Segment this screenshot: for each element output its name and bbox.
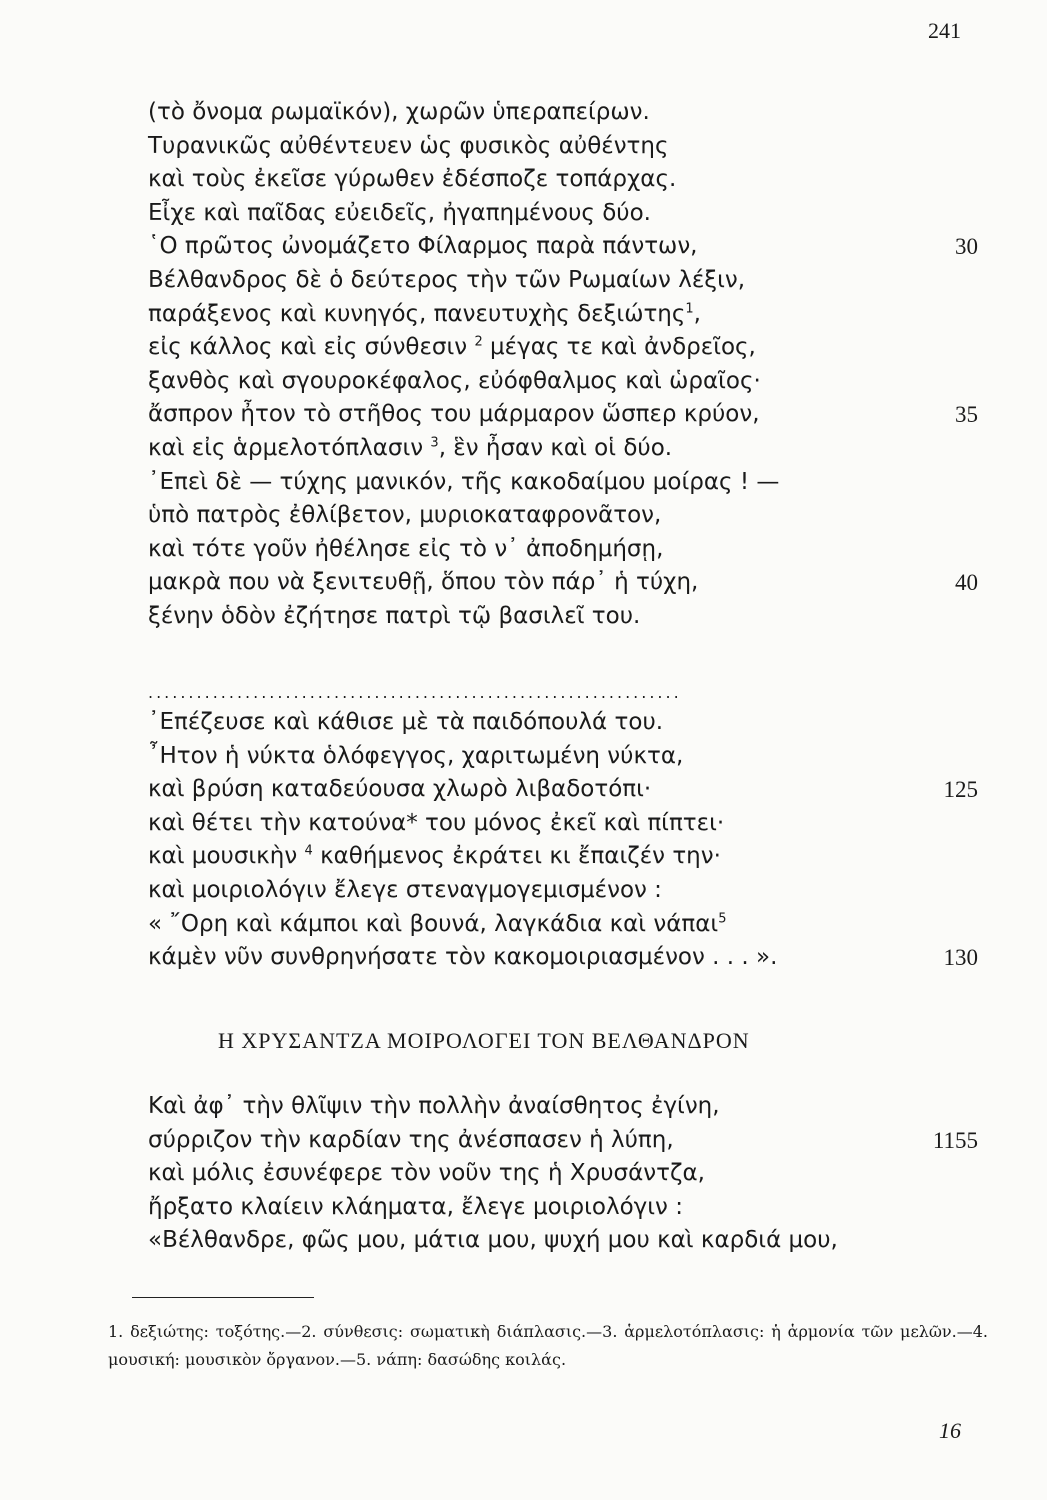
verse-text: ῏Ητον ἡ νύκτα ὁλόφεγγος, χαριτωμένη νύκτα, bbox=[148, 742, 684, 769]
poem-part-1 bbox=[148, 96, 978, 634]
verse-text-cont: , bbox=[693, 300, 701, 327]
verse-line bbox=[148, 298, 978, 332]
verse-text: «Βέλθανδρε, φῶς μου, μάτια μου, ψυχή μου καὶ καρδιά μου, bbox=[148, 1227, 838, 1254]
verse-text: καὶ μουσικὴν bbox=[148, 843, 305, 870]
verse-text: ξανθὸς καὶ σγουροκέφαλος, εὐόφθαλμος καὶ ὡραῖος· bbox=[148, 367, 761, 394]
verse-text: ὑπὸ πατρὸς ἐθλίβετον, μυριοκαταφρονᾶτον, bbox=[148, 502, 662, 529]
poem-part-3 bbox=[148, 1090, 978, 1258]
verse-text: (τὸ ὄνομα ρωμαϊκόν), χωρῶν ὑπεραπείρων. bbox=[148, 99, 650, 125]
verse-line bbox=[148, 874, 978, 908]
line-number: 30 bbox=[955, 234, 978, 260]
verse-line bbox=[148, 773, 978, 807]
verse-text: εἰς κάλλος καὶ εἰς σύνθεσιν bbox=[148, 334, 475, 361]
ellipsis-row bbox=[148, 676, 978, 710]
line-number: 130 bbox=[943, 945, 978, 971]
verse-line bbox=[148, 533, 978, 567]
verse-line bbox=[148, 466, 978, 500]
verse-text: καὶ θέτει τὴν κατούνα* του μόνος ἐκεῖ καὶ πίπτει· bbox=[148, 809, 725, 836]
verse-text: καὶ μόλις ἐσυνέφερε τὸν νοῦν της ἡ Χρυσάντζα, bbox=[148, 1160, 705, 1187]
verse-text: καὶ τοὺς ἐκεῖσε γύρωθεν ἐδέσποζε τοπάρχας. bbox=[148, 166, 677, 193]
verse-text: ξένην ὁδὸν ἐζήτησε πατρὶ τῷ βασιλεῖ του. bbox=[148, 602, 641, 629]
verse-text: Βέλθανδρος δὲ ὁ δεύτερος τὴν τῶν Ρωμαίων λέξιν, bbox=[148, 266, 746, 293]
verse-line bbox=[148, 840, 978, 874]
verse-line bbox=[148, 1124, 978, 1158]
verse-text: καὶ τότε γοῦν ἠθέλησε εἰς τὸ ν᾿ ἀποδημήσῃ, bbox=[148, 535, 664, 562]
verse-line bbox=[148, 807, 978, 841]
line-number: 35 bbox=[955, 402, 978, 428]
verse-line bbox=[148, 163, 978, 197]
verse-text: καὶ εἰς ἁρμελοτόπλασιν bbox=[148, 434, 431, 461]
verse-text-cont: μέγας τε καὶ ἀνδρεῖος, bbox=[482, 334, 756, 361]
verse-line bbox=[148, 398, 978, 432]
verse-text: Εἶχε καὶ παῖδας εὐειδεῖς, ἠγαπημένους δύο. bbox=[148, 199, 651, 226]
verse-text: ῾Ο πρῶτος ὠνομάζετο Φίλαρμος παρὰ πάντων, bbox=[148, 233, 698, 260]
verse-text: παράξενος καὶ κυνηγός, πανευτυχὴς δεξιώτης bbox=[148, 300, 686, 327]
verse-line bbox=[148, 96, 978, 130]
verse-line bbox=[148, 197, 978, 231]
verse-text: καὶ μοιριολόγιν ἔλεγε στεναγμογεμισμένον : bbox=[148, 876, 662, 903]
verse-text-cont: , ἓν ἦσαν καὶ οἱ δύο. bbox=[438, 434, 673, 461]
verse-text: ᾿Επέζευσε καὶ κάθισε μὲ τὰ παιδόπουλά του. bbox=[148, 709, 664, 735]
verse-line bbox=[148, 432, 978, 466]
verse-text: ᾿Επεὶ δὲ — τύχης μανικόν, τῆς κακοδαίμου μοίρας ! — bbox=[148, 468, 780, 495]
verse-text-cont: καθήμενος ἐκράτει κι ἔπαιζέν την· bbox=[312, 843, 721, 870]
verse-line bbox=[148, 499, 978, 533]
footnote-ref: 4 bbox=[304, 843, 313, 859]
footnotes: 1. δεξιώτης: τοξότης.—2. σύνθεσις: σωματικὴ διάπλασις.—3. ἁρμελοτόπλασις: ἡ ἁρμονία τῶν μελῶν.—4. μουσική: μουσικὸν ὄργανον.—5. νάπη: δασώδης κοιλάς. bbox=[108, 1322, 988, 1369]
verse-line bbox=[148, 331, 978, 365]
verse-line bbox=[148, 908, 978, 942]
verse-line bbox=[148, 941, 978, 975]
verse-line bbox=[148, 365, 978, 399]
verse-line bbox=[148, 1191, 978, 1225]
line-number: 1155 bbox=[932, 1127, 978, 1153]
verse-text: καὶ βρύση καταδεύουσα χλωρὸ λιβαδοτόπι· bbox=[148, 776, 652, 803]
verse-text: « ῎Ορη καὶ κάμποι καὶ βουνά, λαγκάδια καὶ νάπαι bbox=[148, 910, 719, 937]
section-heading: Η ΧΡΥΣΑΝΤΖΑ ΜΟΙΡΟΛΟΓΕΙ ΤΟΝ ΒΕΛΘΑΝΔΡΟΝ bbox=[218, 1028, 750, 1053]
verse-line bbox=[148, 740, 978, 774]
footnote-ref: 5 bbox=[718, 910, 727, 926]
verse-line bbox=[148, 1090, 978, 1124]
verse-line bbox=[148, 1224, 978, 1258]
verse-text: σύρριζον τὴν καρδίαν της ἀνέσπασεν ἡ λύπη, bbox=[148, 1126, 674, 1153]
signature-mark: 16 bbox=[939, 1418, 961, 1443]
verse-line bbox=[148, 1157, 978, 1191]
verse-line bbox=[148, 230, 978, 264]
poem-part-2 bbox=[148, 706, 978, 975]
verse-line bbox=[148, 566, 978, 600]
page-number: 241 bbox=[928, 18, 961, 43]
verse-line bbox=[148, 706, 978, 740]
verse-text: Καὶ ἀφ᾿ τὴν θλῖψιν τὴν πολλὴν ἀναίσθητος ἐγίνη, bbox=[148, 1093, 720, 1119]
line-number: 125 bbox=[943, 777, 978, 803]
footnote-ref: 1 bbox=[685, 300, 694, 316]
verse-line bbox=[148, 264, 978, 298]
verse-text: ἤρξατο κλαίειν κλάηματα, ἔλεγε μοιριολόγιν : bbox=[148, 1193, 683, 1220]
footnote-rule bbox=[132, 1297, 314, 1298]
line-number: 40 bbox=[955, 570, 978, 596]
verse-text: κάμὲν νῦν συνθρηνήσατε τὸν κακομοιριασμένον . . . ». bbox=[148, 944, 778, 971]
verse-text: Τυρανικῶς αὐθέντευεν ὡς φυσικὸς αὐθέντης bbox=[148, 132, 669, 159]
verse-text: ἄσπρον ἦτον τὸ στῆθος του μάρμαρον ὥσπερ κρύον, bbox=[148, 401, 760, 428]
verse-text: μακρὰ που νὰ ξενιτευθῇ, ὅπου τὸν πάρ᾿ ἡ τύχη, bbox=[148, 569, 699, 596]
verse-line bbox=[148, 130, 978, 164]
footnote-ref: 3 bbox=[430, 435, 439, 451]
ellipsis: .................................................................. bbox=[148, 683, 682, 702]
footnote-ref: 2 bbox=[474, 334, 483, 350]
verse-line bbox=[148, 600, 978, 634]
